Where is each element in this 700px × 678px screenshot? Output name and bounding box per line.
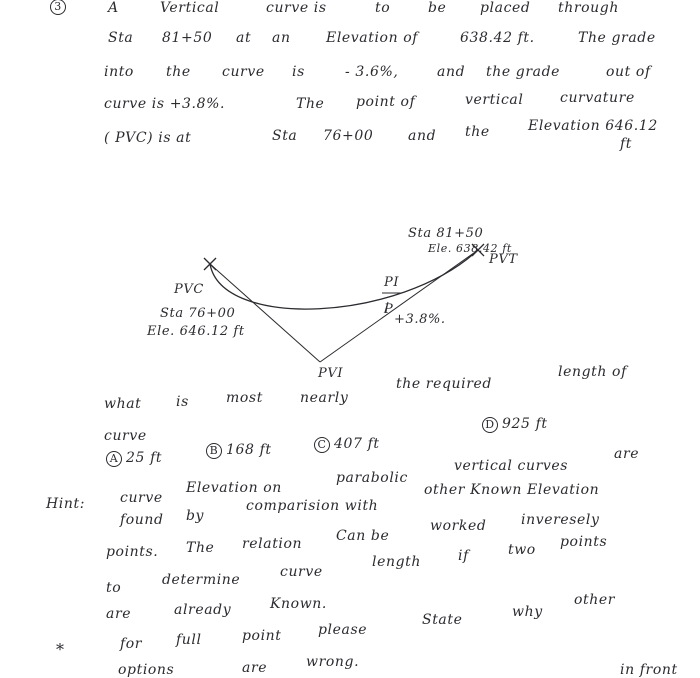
pvc-mark	[204, 258, 216, 270]
question-word: is	[176, 394, 189, 410]
note-word: for	[120, 636, 143, 652]
problem-word: placed	[480, 0, 531, 16]
problem-word: A	[108, 0, 119, 16]
hint-word: worked	[430, 518, 487, 534]
option-d: D 925 ft	[482, 416, 548, 433]
problem-word: ( PVC) is at	[104, 130, 192, 146]
hint-word: are	[106, 606, 132, 622]
hint-word: curve	[280, 564, 323, 580]
hint-word: already	[174, 602, 232, 618]
problem-word: - 3.6%,	[345, 64, 399, 80]
note-word: full	[176, 632, 202, 648]
option-b: B 168 ft	[206, 442, 272, 459]
problem-word: ft	[620, 136, 633, 152]
problem-word: curve	[222, 64, 265, 80]
problem-number: 3	[50, 0, 70, 15]
p-label: P	[384, 302, 394, 317]
hint-word: curve	[120, 490, 163, 506]
point-station: Sta 81+50	[408, 226, 484, 241]
hint-word: two	[508, 542, 536, 558]
problem-word: be	[428, 0, 447, 16]
problem-word: curve is +3.8%.	[104, 96, 226, 112]
pi-label: PI	[384, 275, 400, 290]
pvt-label: PVT	[489, 252, 518, 267]
hint-word: if	[458, 548, 469, 564]
point-elevation: Ele. 638.42 ft	[428, 242, 512, 255]
question-word: length of	[558, 364, 627, 380]
note-word: State	[422, 612, 463, 628]
hint-word: parabolic	[336, 470, 408, 486]
hint-word: Known.	[270, 596, 327, 612]
hint-word: length	[372, 554, 421, 570]
problem-word: point of	[356, 94, 416, 110]
problem-word: at	[236, 30, 252, 46]
hint-word: Can be	[336, 528, 390, 544]
grade-out-label: +3.8%.	[394, 312, 446, 327]
problem-word: the	[166, 64, 191, 80]
hint-word: vertical curves	[454, 458, 569, 474]
problem-word: the grade	[486, 64, 561, 80]
problem-word: into	[104, 64, 134, 80]
hint-word: by	[186, 508, 205, 524]
problem-word: curve is	[266, 0, 327, 16]
question-word: curve	[104, 428, 147, 444]
problem-word: Elevation of	[326, 30, 419, 46]
hint-word: The	[186, 540, 215, 556]
option-a: A 25 ft	[106, 450, 162, 467]
note-word: options	[118, 662, 175, 678]
note-word: other	[574, 592, 616, 608]
problem-word: Vertical	[160, 0, 220, 16]
problem-word: the	[465, 124, 490, 140]
hint-word: comparision with	[246, 498, 379, 514]
note-word: wrong.	[306, 654, 360, 670]
pvc-station: Sta 76+00	[160, 306, 236, 321]
problem-word: is	[292, 64, 305, 80]
note-word: point	[242, 628, 282, 644]
hint-word: found	[120, 512, 164, 528]
problem-word: and	[437, 64, 466, 80]
problem-word: The grade	[578, 30, 656, 46]
question-word: the required	[396, 376, 492, 392]
problem-word: 638.42 ft.	[460, 30, 535, 46]
hint-word: are	[614, 446, 640, 462]
hint-word: points	[560, 534, 608, 550]
question-word: nearly	[300, 390, 349, 406]
problem-word: an	[272, 30, 291, 46]
pvi-label: PVI	[318, 366, 344, 381]
hint-word: other Known Elevation	[424, 482, 600, 498]
hint-word: inveresely	[521, 512, 600, 528]
hint-word: determine	[162, 572, 241, 588]
pvc-elevation: Ele. 646.12 ft	[147, 324, 245, 339]
note-word: why	[512, 604, 543, 620]
option-c: C 407 ft	[314, 436, 380, 453]
problem-word: out of	[606, 64, 651, 80]
hint-word: relation	[242, 536, 303, 552]
problem-word: Elevation 646.12	[528, 118, 658, 134]
hint-word: Elevation on	[186, 480, 282, 496]
problem-word: vertical	[465, 92, 524, 108]
note-word: please	[318, 622, 368, 638]
problem-word: to	[375, 0, 391, 16]
note-cut-text: in front	[620, 662, 678, 678]
problem-word: Sta	[272, 128, 298, 144]
hint-word: points.	[106, 544, 159, 560]
problem-word: curvature	[560, 90, 635, 106]
problem-word: The	[296, 96, 325, 112]
problem-word: 76+00	[323, 128, 374, 144]
problem-word: Sta	[108, 30, 134, 46]
pvc-label: PVC	[174, 282, 204, 297]
question-word: most	[226, 390, 263, 406]
hint-label: Hint:	[46, 496, 86, 512]
problem-word: through	[558, 0, 619, 16]
note-word: are	[242, 660, 268, 676]
note-asterisk: *	[56, 640, 65, 659]
question-word: what	[104, 396, 142, 412]
hint-word: to	[106, 580, 122, 596]
problem-word: and	[408, 128, 437, 144]
problem-word: 81+50	[162, 30, 213, 46]
